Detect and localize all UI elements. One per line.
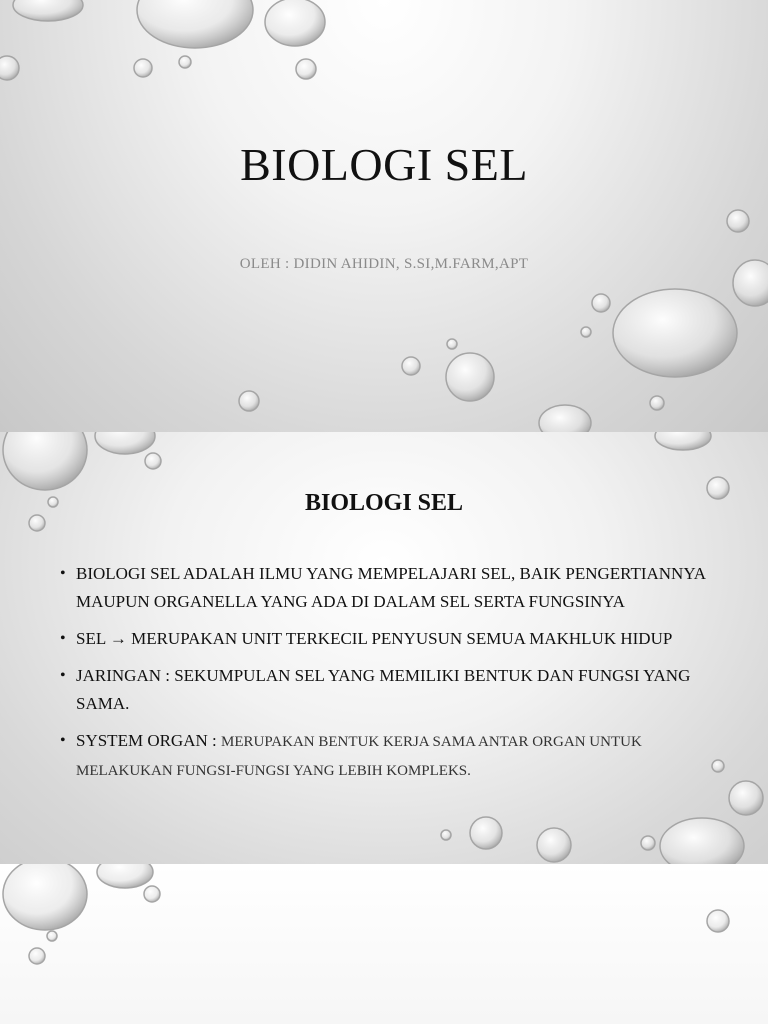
bullet-text: JARINGAN : SEKUMPULAN SEL YANG MEMILIKI BENTUK DAN FUNGSI YANG SAMA. bbox=[76, 666, 691, 713]
list-item bbox=[60, 727, 710, 785]
bullet-icon: • bbox=[60, 667, 66, 684]
bullet-tail-text: MERUPAKAN BENTUK KERJA SAMA ANTAR ORGAN UNTUK MELAKUKAN FUNGSI-FUNGSI YANG LEBIH KOMPLEKS. bbox=[76, 734, 642, 779]
list-item bbox=[60, 625, 710, 653]
bullet-text: SEL → MERUPAKAN UNIT TERKECIL PENYUSUN SEMUA MAKHLUK HIDUP bbox=[76, 629, 673, 648]
content-slide bbox=[0, 432, 768, 864]
title-slide bbox=[0, 0, 768, 432]
bullet-lead-text: SYSTEM ORGAN : bbox=[76, 731, 221, 750]
water-drops-decoration bbox=[0, 0, 768, 432]
slide-title: BIOLOGI SEL bbox=[304, 490, 464, 516]
next-slide-partial bbox=[0, 864, 768, 1024]
water-drops-decoration bbox=[0, 864, 768, 1024]
bullet-icon: • bbox=[60, 565, 66, 582]
slide-subtitle: OLEH : DIDIN AHIDIN, S.SI,M.FARM,APT bbox=[239, 256, 529, 272]
bullet-icon: • bbox=[60, 732, 66, 749]
list-item bbox=[60, 560, 710, 616]
bullet-icon: • bbox=[60, 630, 66, 647]
slide-title: BIOLOGI SEL bbox=[240, 139, 528, 190]
bullet-list bbox=[60, 560, 710, 794]
list-item bbox=[60, 662, 710, 718]
bullet-text: BIOLOGI SEL ADALAH ILMU YANG MEMPELAJARI SEL, BAIK PENGERTIANNYA MAUPUN ORGANELLA YANG ADA DI DALAM SEL SERTA FUNGSINYA bbox=[76, 564, 706, 611]
